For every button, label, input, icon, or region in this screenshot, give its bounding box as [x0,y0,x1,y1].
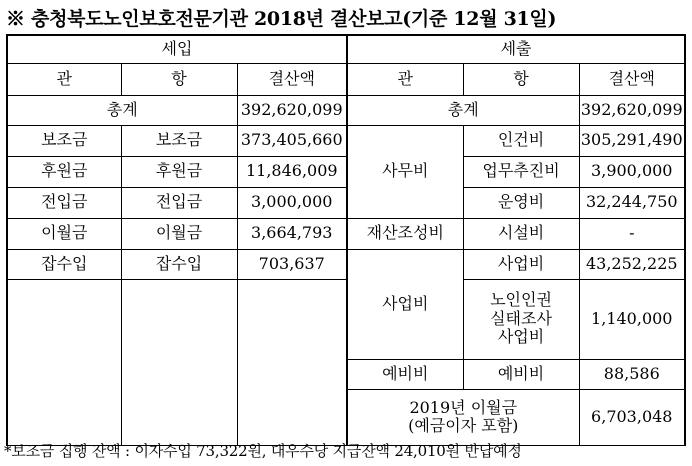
expense-hang-cell: 업무추진비 [463,156,579,187]
expense-hang-cell: 운영비 [463,187,579,218]
income-gwan-header: 관 [7,63,121,95]
expense-total-label: 총계 [347,95,579,125]
income-total-label: 총계 [7,95,237,125]
carryover-line: (예금이자 포함) [408,416,519,435]
expense-amount-cell: 1,140,000 [579,279,685,359]
table-row [7,156,685,187]
expense-amount-cell: 43,252,225 [579,249,685,279]
carryover-line: 2019년 이월금 [409,397,518,417]
income-amount-cell: 703,637 [237,249,347,279]
expense-gwan-reserve: 예비비 [347,359,463,389]
income-amount-cell: 3,664,793 [237,218,347,249]
income-gwan-cell: 보조금 [7,125,121,156]
expense-hang-cell: 시설비 [463,218,579,249]
table-row [7,187,685,218]
expense-hang-cell: 사업비 [463,249,579,279]
empty-cell [7,279,121,445]
expense-hang-header: 항 [463,63,579,95]
column-header-row [7,63,685,95]
settlement-table [6,34,686,446]
expense-gwan-project: 사업비 [347,249,463,359]
income-hang-cell: 후원금 [121,156,237,187]
expense-hang-cell [463,279,579,359]
income-hang-cell: 보조금 [121,125,237,156]
income-gwan-cell: 잡수입 [7,249,121,279]
income-amount-cell: 11,846,009 [237,156,347,187]
expense-amount-cell: 32,244,750 [579,187,685,218]
income-amount-cell: 3,000,000 [237,187,347,218]
empty-cell [121,279,237,445]
expense-header: 세출 [347,35,685,63]
income-header: 세입 [7,35,347,63]
income-total-amount: 392,620,099 [237,95,347,125]
income-amount-cell: 373,405,660 [237,125,347,156]
income-gwan-cell: 후원금 [7,156,121,187]
expense-amount-cell: 88,586 [579,359,685,389]
income-gwan-cell: 전입금 [7,187,121,218]
table-row [7,249,685,279]
income-hang-cell: 잡수입 [121,249,237,279]
hang-line: 사업비 [497,327,545,347]
carryover-label [347,389,579,445]
income-hang-cell: 이월금 [121,218,237,249]
table-row [7,279,685,359]
section-header-row [7,35,685,63]
hang-line: 실태조사 [490,308,552,328]
expense-total-amount: 392,620,099 [579,95,685,125]
expense-hang-cell: 예비비 [463,359,579,389]
income-hang-cell: 전입금 [121,187,237,218]
table-row [7,218,685,249]
expense-gwan-header: 관 [347,63,463,95]
carryover-amount: 6,703,048 [579,389,685,445]
empty-cell [237,279,347,445]
expense-amount-cell: - [579,218,685,249]
expense-gwan-office: 사무비 [347,125,463,218]
expense-amount-cell: 305,291,490 [579,125,685,156]
expense-hang-cell: 인건비 [463,125,579,156]
table-row [7,125,685,156]
income-hang-header: 항 [121,63,237,95]
report-title: ※ 충청북도노인보호전문기관 2018년 결산보고(기준 12월 31일) [6,8,557,30]
expense-amount-header: 결산액 [579,63,685,95]
income-gwan-cell: 이월금 [7,218,121,249]
income-amount-header: 결산액 [237,63,347,95]
expense-amount-cell: 3,900,000 [579,156,685,187]
total-row [7,95,685,125]
hang-line: 노인인권 [490,290,552,310]
expense-gwan-property: 재산조성비 [347,218,463,249]
footnote: *보조금 집행 잔액 : 이자수입 73,322원, 대우수당 지급잔액 24,010원 반납예정 [4,442,522,460]
